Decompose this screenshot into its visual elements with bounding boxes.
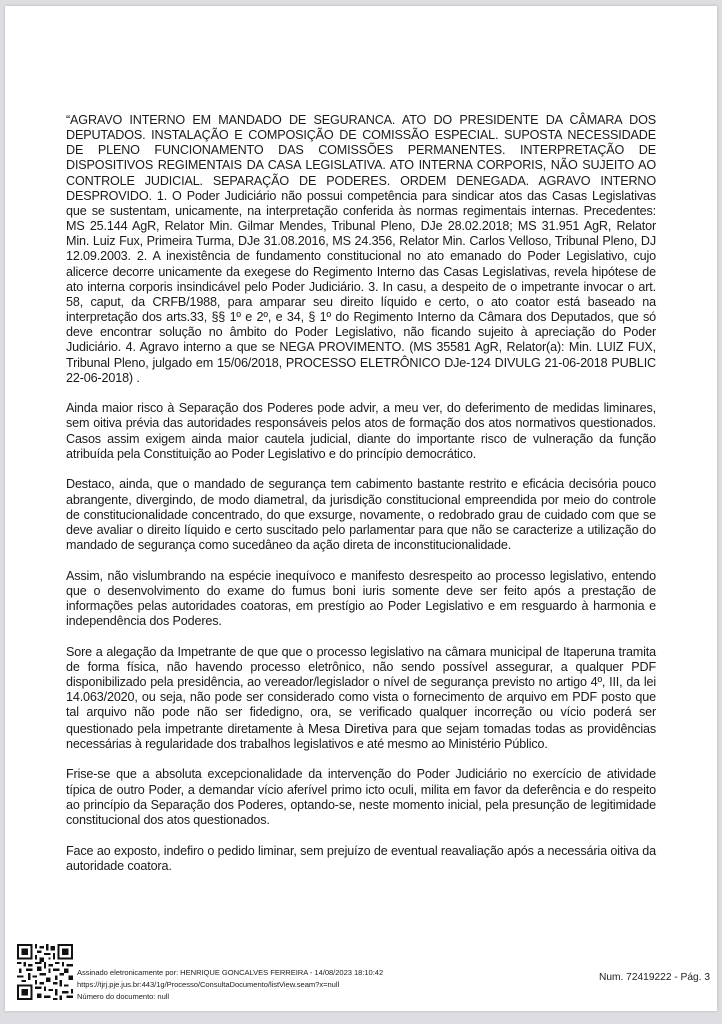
document-body <box>66 113 656 889</box>
signature-footer <box>5 942 717 1010</box>
page-reference: Num. 72419222 - Pág. 3 <box>598 972 710 983</box>
paragraph-fumus-boni-iuris: Assim, não vislumbrando na espécie inequívoco e manifesto desrespeito ao processo legislativo, entendo que o desenvolvimento do exame do fumus boni iuris somente deve ser feito após a prestação de informações pelas autoridades coatoras, em prestígio ao Poder Legislativo e em resguardo à harmonia e independência dos Poderes. <box>66 568 656 629</box>
mesa-diretiva-emphasis: Mesa Diretiva <box>308 720 388 736</box>
paragraph-excepcionalidade: Frise-se que a absoluta excepcionalidade da intervenção do Poder Judiciário no exercício de atividade típica de outro Poder, a demandar vício aferível primo icto oculi, milita em favor da deferência e do respeito ao princípio da Separação dos Poderes, optando-se, neste momento inicial, pela presunção de legitimidade constitucional dos atos questionados. <box>66 767 656 827</box>
verification-url[interactable]: https://tjrj.pje.jus.br:443/1g/Processo/ConsultaDocumento/listView.seam?x=null <box>77 980 340 989</box>
signature-info <box>77 967 383 1003</box>
paragraph-mandado-seguranca: Destaco, ainda, que o mandado de segurança tem cabimento bastante restrito e eficácia decisória pouco abrangente, divergindo, de modo diametral, da jurisdição constitucional empreendida por meio do controle de constitucionalidade concentrado, do que exsurge, novamente, o redobrado grau de cuidado com que se deve avaliar o direito líquido e certo suscitado pelo parlamentar para que não se caracterize a utilização do mandado de segurança como sucedâneo da ação direta de inconstitucionalidade. <box>66 477 656 553</box>
paragraph-separation-of-powers: Ainda maior risco à Separação dos Poderes pode advir, a meu ver, do deferimento de medidas liminares, sem oitiva prévia das autoridades responsáveis pelos atos de formação dos atos normativos questionados. Casos assim exigem ainda maior cautela judicial, diante do importante risco de vulneração da função atribuída pela Constituição ao Poder Legislativo e do princípio democrático. <box>66 401 656 461</box>
paragraph-impetrante-alegation <box>66 645 656 752</box>
paragraph-text-before: Sore a alegação da Impetrante de que que o processo legislativo na câmara municipal de Itaperuna tramita de forma física, não havendo processo eletrônico, não sendo possível assegurar, a qualquer PDF disponibilizado pela presidência, ao vereador/legislador o nível de segurança previsto no artigo 4º, III, da lei 14.063/2020, ou seja, não pode ser considerado como vista o fornecimento de arquivo em PDF posto que tal arquivo não pode não ser fidedigno, ora, se verificado qualquer incorreção ou vício poderá ser questionado pela impetrante diretamente à <box>66 644 656 736</box>
paragraph-ementa-quote: “AGRAVO INTERNO EM MANDADO DE SEGURANCA. ATO DO PRESIDENTE DA CÂMARA DOS DEPUTADOS. INSTALAÇÃO E COMPOSIÇÃO DE COMISSÃO ESPECIAL. SUPOSTA NECESSIDADE DE PLENO FUNCIONAMENTO DAS COMISSÕES PERMANENTES. INTERPRETAÇÃO DE DISPOSITIVOS REGIMENTAIS DA CASA LEGISLATIVA. ATO INTERNA CORPORIS, NÃO SUJEITO AO CONTROLE JUDICIAL. SEPARAÇÃO DE PODERES. ORDEM DENEGADA. AGRAVO INTERNO DESPROVIDO. 1. O Poder Judiciário não possui competência para sindicar atos das Casas Legislativas que se sustentam, unicamente, na interpretação conferida às normas regimentais internas. Precedentes: MS 25.144 AgR, Relator Min. Gilmar Mendes, Tribunal Pleno, DJe 28.02.2018; MS 31.951 AgR, Relator Min. Luiz Fux, Primeira Turma, DJe 31.08.2016, MS 24.356, Relator Min. Carlos Velloso, Tribunal Pleno, DJ 12.09.2003. 2. A inexistência de fundamento constitucional no ato emanado do Poder Legislativo, cujo alicerce decorre unicamente da exegese do Regimento Interno das Casas Legislativas, revela hipótese de ato interna corporis insindicável pelo Poder Judiciário. 3. In casu, a despeito de o impetrante invocar o art. 58, caput, da CRFB/1988, para amparar seu direito líquido e certo, o ato coator está baseado na interpretação dos arts.33, §§ 1º e 2º, e 34, § 1º do Regimento Interno da Câmara dos Deputados, que só deve encontrar solução no âmbito do Poder Legislativo, não ficando sujeito à apreciação do Poder Judiciário. 4. Agravo interno a que se NEGA PROVIMENTO. (MS 35581 AgR, Relator(a): Min. LUIZ FUX, Tribunal Pleno, julgado em 15/06/2018, PROCESSO ELETRÔNICO DJe-124 DIVULG 21-06-2018 PUBLIC 22-06-2018) . <box>66 113 656 385</box>
signed-by-text: Assinado eletronicamente por: HENRIQUE GONCALVES FERREIRA - 14/08/2023 18:10:42 <box>77 968 384 977</box>
paragraph-text-after: para que sejam tomadas todas as providências necessárias à regularidade dos trabalhos legislativos e até mesmo ao Ministério Público. <box>66 721 656 751</box>
paragraph-decision: Face ao exposto, indefiro o pedido liminar, sem prejuízo de eventual reavaliação após a necessária oitiva da autoridade coatora. <box>66 843 656 873</box>
qr-code-icon <box>17 944 73 1000</box>
document-number-text: Número do documento: null <box>77 992 170 1001</box>
document-page <box>5 6 717 1011</box>
